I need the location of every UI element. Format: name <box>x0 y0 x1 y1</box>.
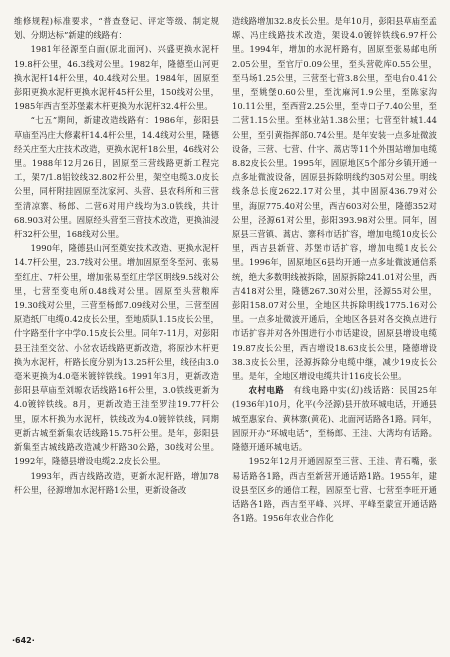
paragraph: 1952年12月开通固原至三营、王洼、青石嘴，张易话路各1路，西吉至新营开通话路1路。1955年，建设县至区乡的通信工程，固原至七营、七营至李旺开通话路各1路，西吉至平峰、兴坪、平峰至蒙宣开通话路各1路。1956年农业合作化 <box>232 456 437 524</box>
right-column <box>232 14 437 525</box>
paragraph-continuation: 维修规程)标准要求，“普查登记、评定等级、制定规划、分期达标”新建的线路有： <box>14 16 219 41</box>
entry-heading: 农村电路 <box>248 385 285 396</box>
paragraph: 1981年径源至白面(原北面河)、兴盛更换水泥杆19.8杆公里，46.3线对公里。1982年，隆德至山河更换水泥杆14杆公里，40.4线对公里。1984年，固原至彭阳更换水泥杆更换水泥杆45杆公里，150线对公里，1985年西吉至苏堡素木杆更换为水泥杆32.4杆公里。 <box>14 44 219 112</box>
paragraph-continuation: 造线路增加32.8皮长公里。是年10月，彭阳县草庙至孟塬、冯庄线路技术改造，架设4.0镀锌铁线6.97杆公里。1994年，增加的水泥杆路有，固原至张易邮电所2.05公里，至官厅0.09公里，至头营乾库0.55公里，至马场1.25公里，三营至七营3.8公里，至电台0.41公里，至姚堡0.60公里，至沈麻河1.9公里，至陈家沟10.11公里，至西营2.25公里，至寺口子7.40公里，至二营1.15公里。至林业站1.38公里；七营至针城1.44公里，至引黄指挥部0.74公里。是年安装一点多址微波设备，三营、七营、什字、蒿店等11个外围站增加电缆8.82皮长公里。1995年，固原地区5个部分乡镇开通一点多址微波设备，固原县拆除明线约305对公里。明线线条总长度2622.17对公里，其中固原436.79对公里，海原775.40对公里，西吉603对公里，隆德352对公里，泾源61对公里，彭阳393.98对公里。同年，固原县三营镇、蒿店、寨科市话扩容，增加电缆10皮长公里，西吉县新营、苏堡市话扩容，增加电缆1皮长公里。1996年，固原地区6县均开通一点多址微波通信系统，绝大多数明线被拆除，固原拆除241.01对公里，西吉418对公里，隆德267.30对公里，泾源55对公里，彭阳158.07对公里，全地区共拆除明线1775.16对公里。一点多址微波开通后，全地区各县对各交换点进行市话扩容并对各外围进行小市话建设，固原县增设电缆19.87皮长公里，西吉增设18.63皮长公里，隆德增设38.3皮长公里，泾源拆除分电缆中继，减少19皮长公里。是年，全地区增设电缆共计116皮长公里。 <box>232 16 437 382</box>
entry-text: 有线电路中实(幻)线话路：民国25年(1936年)10月，化平(今泾源)县开放环城电话，开通县城至惠家台、黄林寨(黄花)、北面河话路各1路。同年，固原开办“环城电话”，至杨郎、王洼、大湾均有话路。隆德开通环城电话。 <box>232 385 437 453</box>
entry-paragraph <box>232 383 437 454</box>
paragraph: 1990年，隆德县山河至奠安技术改造、更换水泥杆14.7杆公里，23.7线对公里。增加固原至冬至河、张易至红庄、7杆公里，增加张易至红庄学区明线9.5线对公里，七营至变电所0.48线对公里。固原至头营粮库19.30线对公里，三营至杨郎7.09线对公里，三营至固原造纸厂电缆0.42皮长公里，至地质队1.15皮长公里，什字路至什字中学0.15皮长公里。同年7-11月，对彭阳县王洼至交岔、小岔农话线路更新改造，将原沙木杆更换为水泥杆，杆路长度分别为13.25杆公里，线径由3.0毫米更换为4.0毫米镀锌铁线。1991年3月，更新改造彭阳县草庙至刘塬农话线路16杆公里，3.0铁线更新为4.0镀锌铁线。8月，更新改造王洼至罗洼19.77杆公里，原木杆换为水泥杆，铁线改为4.0镀锌铁线，同期更新古城至新集农话线路15.75杆公里。是年，彭阳县新集至古城线路改造减少杆路30公路，30线对公里。1992年，隆德县增设电缆2.2皮长公里。 <box>14 243 219 467</box>
left-column <box>14 14 219 497</box>
paragraph: “七五”期间，新建改造线路有：1986年，彭阳县草庙至冯庄大修素杆14.4杆公里，14.4线对公里，隆德经关庄至大庄技术改造，更换水泥杆18公里，46线对公里。1988年12月26日，固原至三营线路更新工程完工，架7/1.8铝铰线32.802杆公里，架空电缆3.0皮长公里，同杆附挂固原至沈家河、头营、县农科所和三营至清凉寨、杨郎、二营6对用户线均为3.0铁线，共计68.903对公里。固原经头营至三营技术改造，更换油浸杆32杆公里，168线对公里。 <box>14 115 219 240</box>
paragraph: 1993年，西吉线路改造，更新水泥杆路，增加78杆公里，径源增加水泥杆路1公里，更新设备改 <box>14 470 219 495</box>
page-number: ·642· <box>12 636 35 645</box>
